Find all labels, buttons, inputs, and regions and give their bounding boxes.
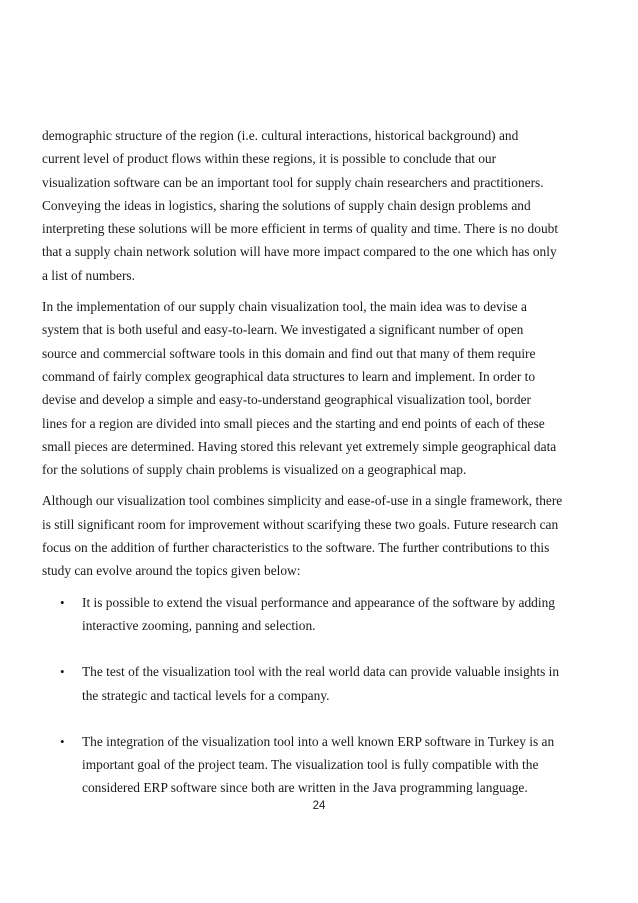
list-item	[42, 660, 602, 707]
bullet-icon: •	[60, 664, 65, 680]
text-line: lines for a region are divided into small pieces and the starting and end points of each of these	[42, 415, 545, 431]
text-line: devise and develop a simple and easy-to-understand geographical visualization tool, border	[42, 392, 531, 408]
contributions-list	[42, 591, 602, 800]
text-line: command of fairly complex geographical data structures to learn and implement. In order to	[42, 368, 536, 384]
text-line: current level of product flows within these regions, it is possible to conclude that our	[42, 151, 497, 167]
list-item	[42, 591, 602, 638]
text-line: system that is both useful and easy-to-learn. We investigated a significant number of open	[42, 322, 524, 338]
bullet-icon: •	[60, 733, 65, 749]
text-line: a list of numbers.	[42, 267, 135, 283]
text-line: for the solutions of supply chain problems is visualized on a geographical map.	[42, 462, 467, 478]
text-line: the strategic and tactical levels for a company.	[82, 687, 330, 703]
text-line: source and commercial software tools in this domain and find out that many of them require	[42, 345, 536, 361]
paragraph-2	[42, 295, 602, 481]
list-item	[42, 730, 602, 800]
text-line: The test of the visualization tool with the real world data can provide valuable insights in	[82, 664, 560, 680]
text-line: considered ERP software since both are written in the Java programming language.	[82, 780, 528, 796]
paragraph-1	[42, 124, 602, 287]
text-line: focus on the addition of further characteristics to the software. The further contributions to this	[42, 540, 550, 556]
text-line: study can evolve around the topics given below:	[42, 563, 301, 579]
text-line: interactive zooming, panning and selection.	[82, 617, 316, 633]
paragraph-3	[42, 489, 602, 582]
text-line: that a supply chain network solution will have more impact compared to the one which has only	[42, 244, 557, 260]
text-line: Although our visualization tool combines simplicity and ease-of-use in a single framework, there	[42, 493, 563, 509]
text-line: The integration of the visualization tool into a well known ERP software in Turkey is an	[82, 733, 555, 749]
text-line: Conveying the ideas in logistics, sharing the solutions of supply chain design problems and	[42, 197, 531, 213]
text-line: small pieces are determined. Having stored this relevant yet extremely simple geographical data	[42, 438, 557, 454]
text-line: In the implementation of our supply chain visualization tool, the main idea was to devise a	[42, 299, 527, 315]
bullet-icon: •	[60, 594, 65, 610]
text-line: demographic structure of the region (i.e. cultural interactions, historical background) and	[42, 128, 519, 143]
text-line: visualization software can be an important tool for supply chain researchers and practitioners.	[42, 174, 544, 190]
text-line: important goal of the project team. The visualization tool is fully compatible with the	[82, 757, 539, 773]
text-line: It is possible to extend the visual performance and appearance of the software by adding	[82, 594, 555, 610]
text-line: is still significant room for improvement without scarifying these two goals. Future research can	[42, 516, 559, 532]
text-line: interpreting these solutions will be more efficient in terms of quality and time. There is no doubt	[42, 221, 559, 237]
page-body	[42, 124, 602, 823]
page-number: 24	[312, 800, 326, 812]
